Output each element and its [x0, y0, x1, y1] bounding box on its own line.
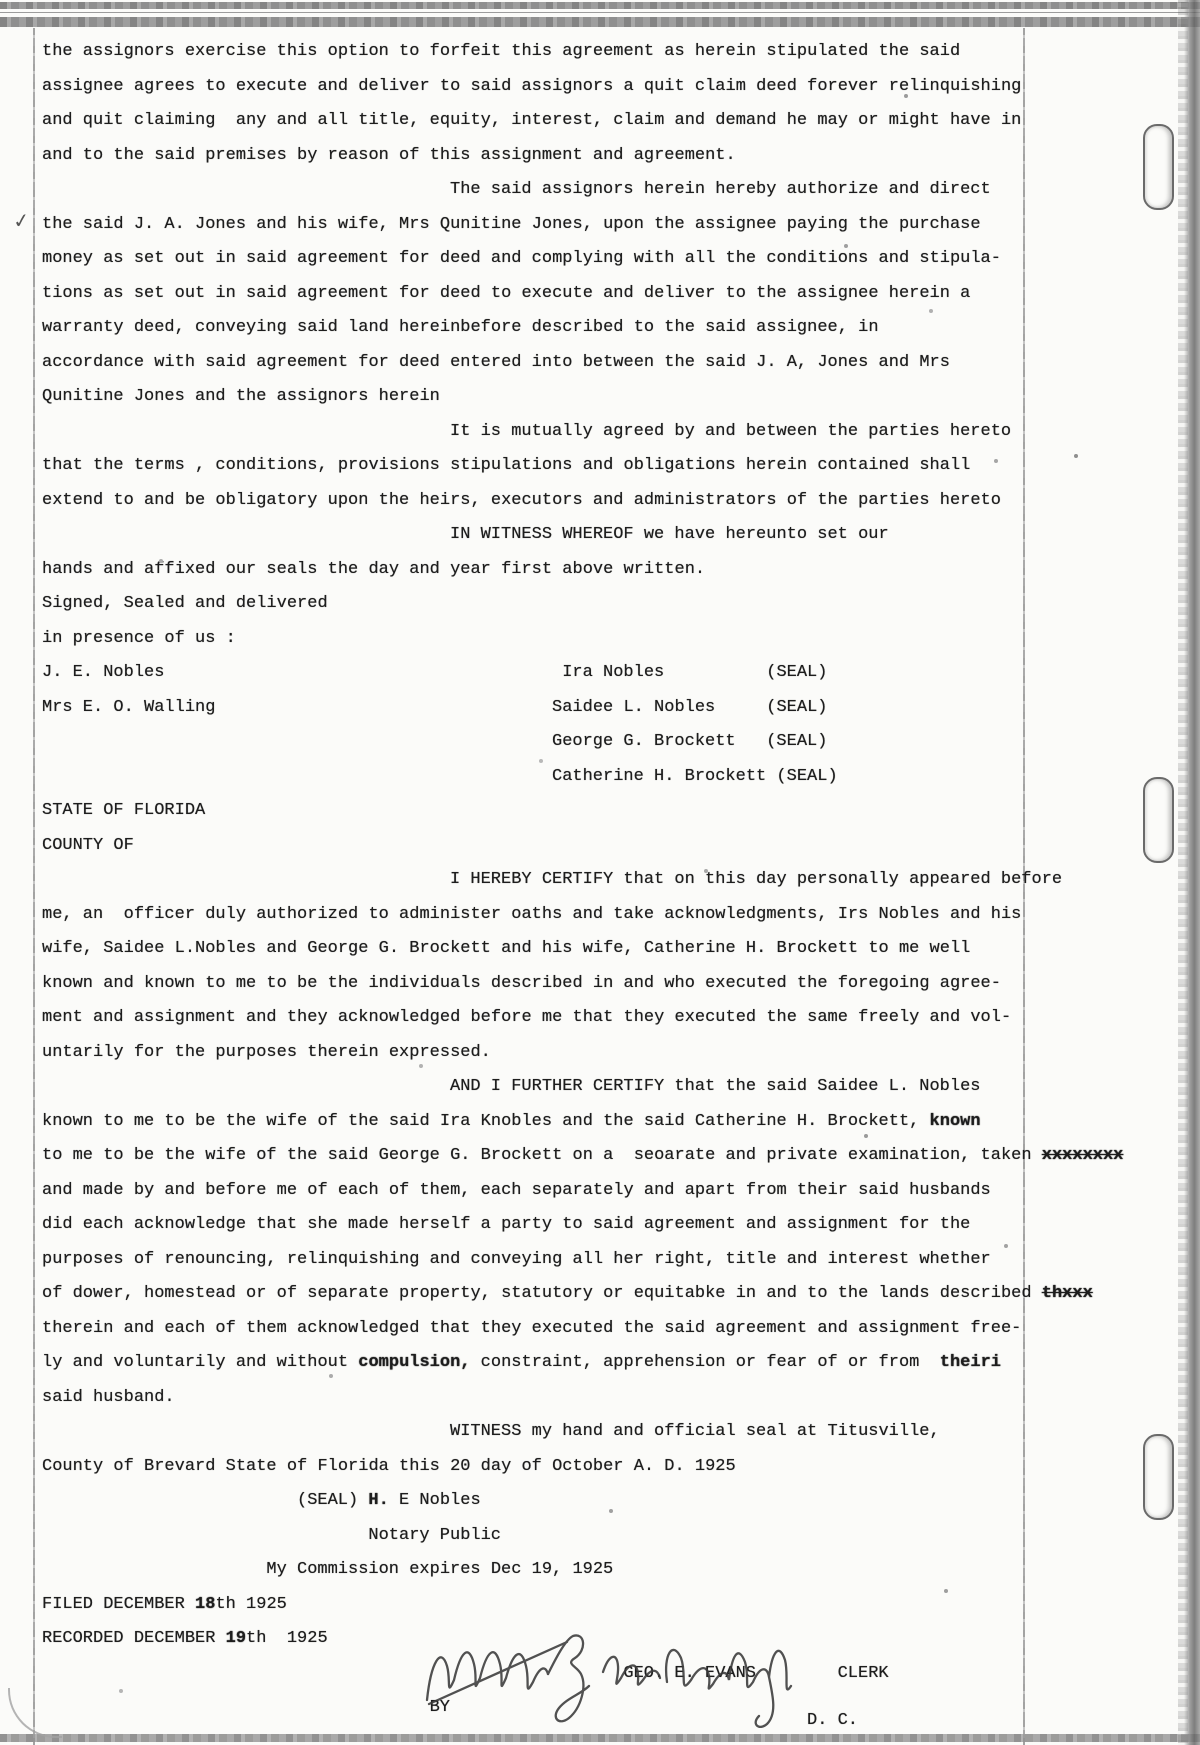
text-segment: Qunitine Jones and the assignors herein [42, 387, 440, 406]
text-segment: purposes of renouncing, relinquishing and conveying all her right, title and interest whether [42, 1249, 991, 1269]
text-segment: I HEREBY CERTIFY that on this day personally appeared before [450, 870, 1063, 889]
document-line [42, 484, 1172, 519]
text-segment: 19 [225, 1629, 247, 1648]
indent-spacer [164, 675, 562, 676]
text-segment: ly and voluntarily and without [42, 1353, 359, 1372]
document-line [42, 1450, 1172, 1485]
text-segment: H. [368, 1491, 389, 1510]
indent-spacer [215, 710, 552, 711]
document-line [42, 656, 1172, 691]
clerk-signature [415, 1620, 795, 1738]
text-segment: and made by and before me of each of them, each separately and apart from their said husbands [42, 1180, 991, 1200]
document-line [42, 139, 1172, 174]
document-line [42, 587, 1172, 622]
text-segment: to me to be the wife of the said George G. Brockett on a seoarate and private examination, taken [42, 1146, 1042, 1165]
text-segment: (SEAL) [766, 663, 828, 682]
indent-spacer [42, 192, 450, 193]
document-line [42, 760, 1172, 795]
document-line [42, 415, 1172, 450]
document-line [42, 967, 1172, 1002]
document-line [42, 553, 1172, 588]
indent-spacer [42, 744, 552, 745]
document-line [42, 380, 1172, 415]
text-segment: My Commission expires Dec 19, 1925 [266, 1560, 614, 1579]
text-segment: 18 [195, 1594, 216, 1614]
document-line [42, 277, 1172, 312]
document-line [42, 794, 1172, 829]
document-line [42, 449, 1172, 484]
document-line [42, 1346, 1172, 1381]
indent-spacer [715, 710, 766, 711]
text-segment: therein and each of them acknowledged that they executed the said agreement and assignment free- [42, 1318, 1022, 1338]
scanner-band-top-2 [0, 17, 1200, 27]
text-segment: Mrs E. O. Walling [42, 697, 216, 717]
text-segment: (SEAL) [766, 697, 828, 717]
text-segment: known [929, 1111, 981, 1131]
document-line [42, 70, 1172, 105]
scanner-band-top [0, 2, 1200, 9]
document-line [42, 1519, 1172, 1554]
text-segment: D. C. [807, 1710, 859, 1730]
text-segment: (SEAL) [297, 1491, 369, 1510]
document-line [42, 898, 1172, 933]
text-segment: thxxx [1041, 1284, 1093, 1303]
text-segment: Saidee L. Nobles [552, 697, 716, 717]
document-line [42, 1415, 1172, 1450]
indent-spacer [42, 779, 552, 780]
text-segment: xxxxxxxx [1041, 1146, 1124, 1165]
document-line [42, 1070, 1172, 1105]
text-segment: untarily for the purposes therein expressed. [42, 1042, 491, 1062]
text-segment: me, an officer duly authorized to administer oaths and take acknowledgments, Irs Nobles and his [42, 904, 1022, 924]
indent-spacer [42, 434, 450, 435]
indent-spacer [42, 1538, 368, 1539]
text-segment: hands and affixed our seals the day and year first above written. [42, 559, 706, 579]
indent-spacer [664, 675, 766, 676]
text-segment: CLERK [837, 1663, 889, 1683]
document-line [42, 829, 1172, 864]
document-line [42, 208, 1172, 243]
text-segment: that the terms , conditions, provisions stipulations and obligations herein contained shall [42, 456, 971, 475]
indent-spacer [736, 744, 767, 745]
text-segment: Notary Public [368, 1525, 502, 1545]
indent-spacer [42, 882, 450, 883]
page-edge-shadow [1184, 0, 1200, 1745]
document-line [42, 1484, 1172, 1519]
text-segment: extend to and be obligatory upon the heirs, executors and administrators of the parties hereto [42, 490, 1001, 510]
text-segment: ment and assignment and they acknowledged before me that they executed the same freely and vol- [42, 1008, 1012, 1027]
text-segment: known and known to me to be the individuals described in and who executed the foregoing agree- [42, 973, 1001, 993]
text-segment: money as set out in said agreement for deed and complying with all the conditions and stipula- [42, 249, 1001, 268]
document-line [42, 1312, 1172, 1347]
text-segment: It is mutually agreed by and between the parties hereto [450, 421, 1012, 441]
scan-noise [0, 0, 2, 2]
text-segment: Catherine H. Brockett (SEAL) [552, 766, 838, 786]
text-segment: WITNESS my hand and official seal at Titusville, [450, 1422, 940, 1441]
document-line [42, 1243, 1172, 1278]
document-line [42, 1588, 1172, 1623]
left-margin-rule [33, 28, 35, 1745]
indent-spacer [42, 1503, 297, 1504]
text-segment: GEO. E. EVANS [623, 1663, 757, 1683]
text-segment: th 1925 [246, 1629, 328, 1648]
document-line [42, 1139, 1172, 1174]
document-line [42, 173, 1172, 208]
document-line [42, 346, 1172, 381]
text-segment: County of Brevard State of Florida this 20 day of October A. D. 1925 [42, 1456, 736, 1476]
text-segment: known to me to be the wife of the said Ira Knobles and the said Catherine H. Brockett, [42, 1111, 930, 1131]
scanner-hairline [0, 12, 1200, 13]
text-segment: The said assignors herein hereby authorize and direct [450, 180, 991, 199]
document-line [42, 863, 1172, 898]
text-segment: BY [429, 1698, 450, 1717]
document-line [42, 104, 1172, 139]
text-segment: (SEAL) [766, 732, 828, 751]
text-segment: constraint, apprehension or fear of or from [470, 1353, 940, 1372]
margin-checkmark: ✓ [11, 207, 32, 234]
document-line [42, 1381, 1172, 1416]
text-segment: warranty deed, conveying said land hereinbefore described to the said assignee, in [42, 318, 879, 337]
indent-spacer [42, 537, 450, 538]
text-segment: accordance with said agreement for deed entered into between the said J. A, Jones and Mrs [42, 352, 950, 372]
text-segment: th 1925 [215, 1594, 287, 1614]
text-segment: COUNTY OF [42, 835, 134, 855]
document-line [42, 1277, 1172, 1312]
document-line [42, 1105, 1172, 1140]
text-segment: compulsion, [358, 1353, 471, 1372]
text-segment: did each acknowledge that she made herself a party to said agreement and assignment for the [42, 1215, 971, 1234]
text-segment: the said J. A. Jones and his wife, Mrs Qunitine Jones, upon the assignee paying the purchase [42, 214, 981, 234]
document-line [42, 35, 1172, 70]
document-line [42, 518, 1172, 553]
document-line [42, 1036, 1172, 1071]
text-segment: tions as set out in said agreement for deed to execute and deliver to the assignee herein a [42, 283, 971, 303]
text-segment: wife, Saidee L.Nobles and George G. Brockett and his wife, Catherine H. Brockett to me well [42, 939, 971, 958]
text-segment: Ira Nobles [562, 663, 665, 682]
indent-spacer [42, 1572, 266, 1573]
text-segment: George G. Brockett [552, 732, 736, 751]
text-segment: RECORDED DECEMBER [42, 1629, 226, 1648]
text-segment: assignee agrees to execute and deliver to said assignors a quit claim deed forever relinquishing [42, 76, 1022, 96]
document-line [42, 242, 1172, 277]
document-text [42, 35, 1172, 1738]
text-segment: said husband. [42, 1387, 175, 1407]
document-line [42, 622, 1172, 657]
document-line [42, 1001, 1172, 1036]
text-segment: IN WITNESS WHEREOF we have hereunto set our [450, 525, 889, 544]
text-segment: theiri [939, 1353, 1001, 1372]
text-segment: and quit claiming any and all title, equity, interest, claim and demand he may or might have in [42, 111, 1022, 130]
text-segment: FILED DECEMBER [42, 1594, 196, 1614]
document-line [42, 725, 1172, 760]
indent-spacer [42, 1089, 450, 1090]
text-segment: Signed, Sealed and delivered [42, 594, 328, 613]
document-line [42, 691, 1172, 726]
text-segment: in presence of us : [42, 628, 236, 648]
text-segment: the assignors exercise this option to forfeit this agreement as herein stipulated the said [42, 42, 961, 61]
text-segment: AND I FURTHER CERTIFY that the said Saidee L. Nobles [450, 1077, 981, 1096]
text-segment: of dower, homestead or of separate property, statutory or equitabke in and to the lands described [42, 1284, 1042, 1303]
document-line [42, 1208, 1172, 1243]
document-line [42, 311, 1172, 346]
text-segment: and to the said premises by reason of this assignment and agreement. [42, 145, 736, 165]
text-segment: J. E. Nobles [42, 663, 165, 682]
document-line [42, 932, 1172, 967]
document-line [42, 1174, 1172, 1209]
text-segment: E Nobles [388, 1491, 481, 1510]
text-segment: STATE OF FLORIDA [42, 801, 206, 820]
document-line [42, 1553, 1172, 1588]
indent-spacer [42, 1434, 450, 1435]
